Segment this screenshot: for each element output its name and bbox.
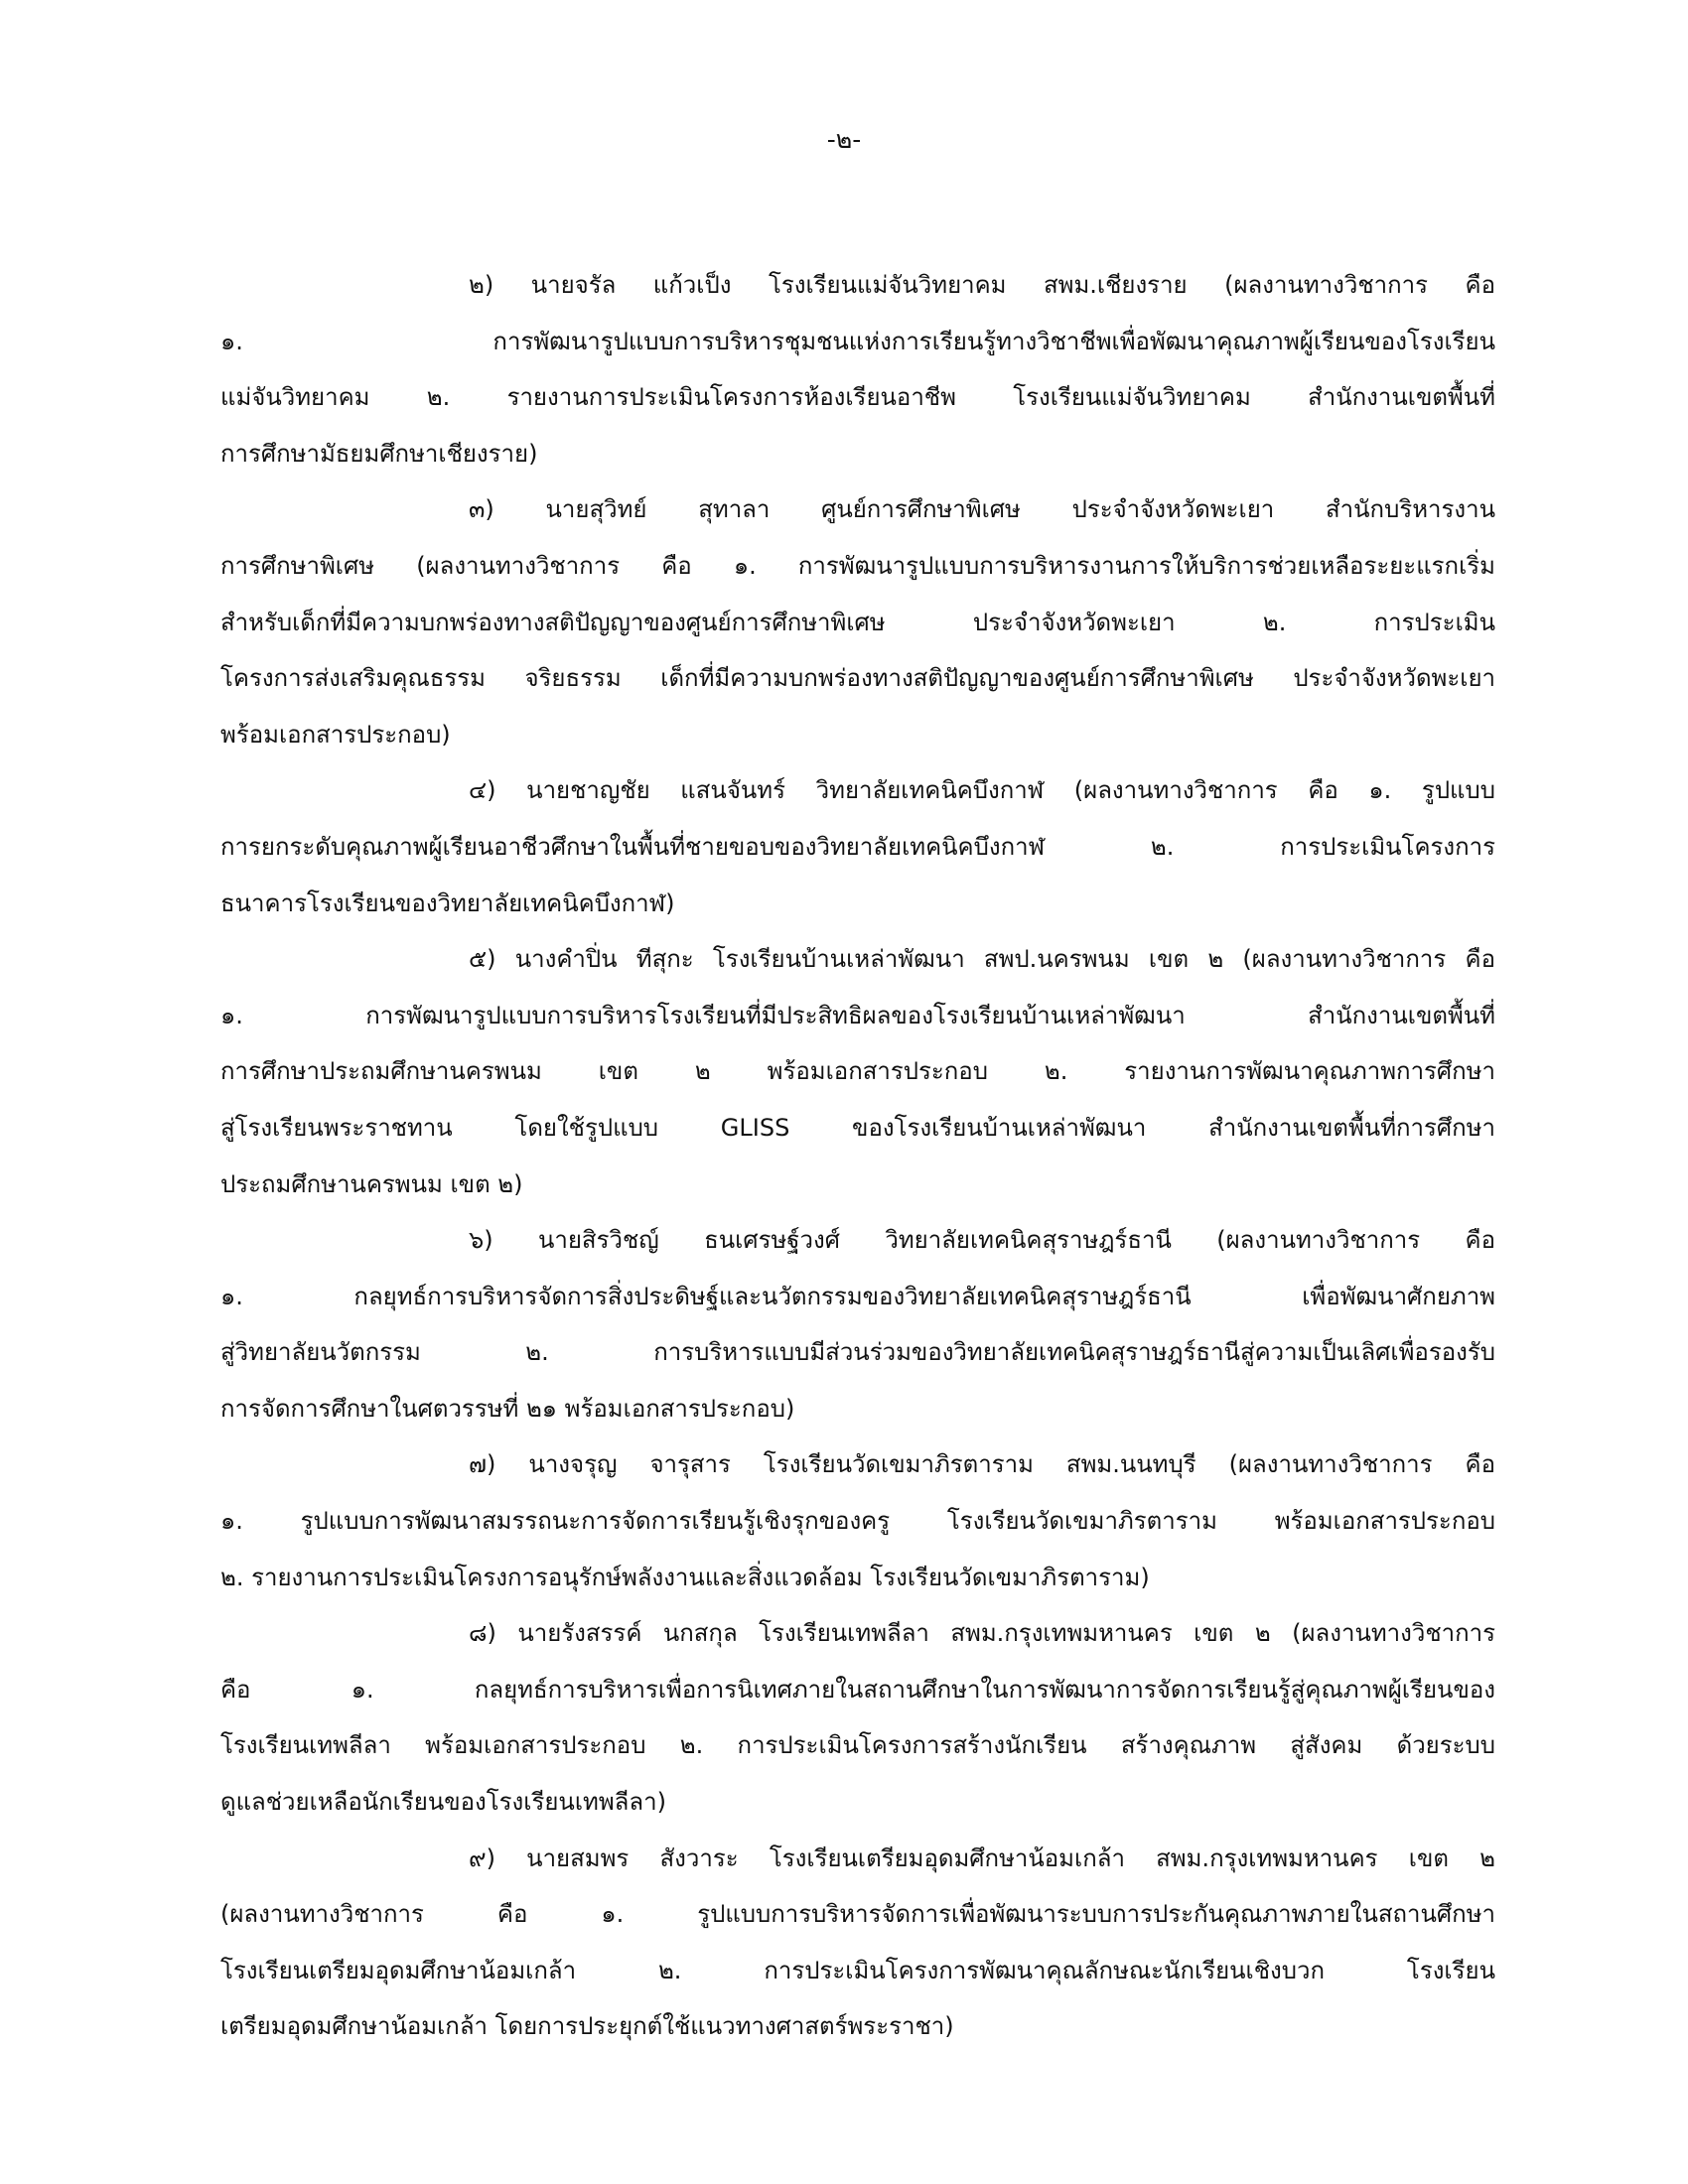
- entry-first-line: ๙) นายสมพร สังวาระ โรงเรียนเตรียมอุดมศึกษาน้อมเกล้า สพม.กรุงเทพมหานคร เขต ๒: [469, 1843, 1495, 1872]
- list-item: [220, 257, 1495, 481]
- entry-line: ๒. รายงานการประเมินโครงการอนุรักษ์พลังงานและสิ่งแวดล้อม โรงเรียนวัดเขมาภิรตาราม): [220, 1563, 1150, 1591]
- entry-first-line: ๔) นายชาญชัย แสนจันทร์ วิทยาลัยเทคนิคบึงกาฬ (ผลงานทางวิชาการ คือ ๑. รูปแบบ: [469, 776, 1495, 805]
- page-number: -๒-: [826, 125, 862, 154]
- list-item: [220, 931, 1495, 1212]
- entry-line: ประถมศึกษานครพนม เขต ๒): [220, 1169, 523, 1198]
- entry-first-line: ๒) นายจรัล แก้วเป็ง โรงเรียนแม่จันวิทยาคม สพม.เชียงราย (ผลงานทางวิชาการ คือ: [469, 271, 1495, 299]
- list-item: [220, 481, 1495, 762]
- entry-line: ๑. รูปแบบการพัฒนาสมรรถนะการจัดการเรียนรู้เชิงรุกของครู โรงเรียนวัดเขมาภิรตาราม พร้อมเอกสารประกอบ: [220, 1507, 1495, 1536]
- entry-first-line: ๓) นายสุวิทย์ สุทาลา ศูนย์การศึกษาพิเศษ ประจำจังหวัดพะเยา สำนักบริหารงาน: [469, 495, 1495, 524]
- entry-line: ดูแลช่วยเหลือนักเรียนของโรงเรียนเทพลีลา): [220, 1788, 666, 1817]
- entry-first-line: ๕) นางคำปิ่น ทีสุกะ โรงเรียนบ้านเหล่าพัฒนา สพป.นครพนม เขต ๒ (ผลงานทางวิชาการ คือ: [469, 945, 1495, 974]
- entry-first-line: ๗) นางจรุญ จารุสาร โรงเรียนวัดเขมาภิรตาราม สพม.นนทบุรี (ผลงานทางวิชาการ คือ: [469, 1450, 1495, 1479]
- entry-line: คือ ๑. กลยุทธ์การบริหารเพื่อการนิเทศภายในสถานศึกษาในการพัฒนาการจัดการเรียนรู้สู่คุณภาพผู้เรียนของ: [220, 1675, 1495, 1704]
- entry-line: ๑. การพัฒนารูปแบบการบริหารชุมชนแห่งการเรียนรู้ทางวิชาชีพเพื่อพัฒนาคุณภาพผู้เรียนของโรงเรียน: [220, 327, 1495, 355]
- entry-line: การศึกษาประถมศึกษานครพนม เขต ๒ พร้อมเอกสารประกอบ ๒. รายงานการพัฒนาคุณภาพการศึกษา: [220, 1057, 1495, 1086]
- entry-line: สำหรับเด็กที่มีความบกพร่องทางสติปัญญาของศูนย์การศึกษาพิเศษ ประจำจังหวัดพะเยา ๒. การประเมิน: [220, 608, 1495, 636]
- entry-line: การจัดการศึกษาในศตวรรษที่ ๒๑ พร้อมเอกสารประกอบ): [220, 1394, 795, 1423]
- entry-line: (ผลงานทางวิชาการ คือ ๑. รูปแบบการบริหารจัดการเพื่อพัฒนาระบบการประกันคุณภาพภายในสถานศึกษา: [220, 1900, 1495, 1929]
- entry-first-line: ๘) นายรังสรรค์ นกสกุล โรงเรียนเทพลีลา สพม.กรุงเทพมหานคร เขต ๒ (ผลงานทางวิชาการ: [469, 1619, 1495, 1648]
- list-item: [220, 1436, 1495, 1605]
- document-body: [220, 257, 1495, 2055]
- list-item: [220, 762, 1495, 931]
- entry-line: สู่โรงเรียนพระราชทาน โดยใช้รูปแบบ GLISS ของโรงเรียนบ้านเหล่าพัฒนา สำนักงานเขตพื้นที่การศึกษา: [220, 1113, 1495, 1142]
- entry-line: โรงเรียนเทพลีลา พร้อมเอกสารประกอบ ๒. การประเมินโครงการสร้างนักเรียน สร้างคุณภาพ สู่สังคม ด้วยระบบ: [220, 1731, 1495, 1760]
- entry-line: สู่วิทยาลัยนวัตกรรม ๒. การบริหารแบบมีส่วนร่วมของวิทยาลัยเทคนิคสุราษฎร์ธานีสู่ความเป็นเลิศเพื่อรองรับ: [220, 1338, 1495, 1367]
- list-item: [220, 1605, 1495, 1830]
- entry-line: แม่จันวิทยาคม ๒. รายงานการประเมินโครงการห้องเรียนอาชีพ โรงเรียนแม่จันวิทยาคม สำนักงานเขตพื้นที่: [220, 383, 1495, 412]
- entry-line: การศึกษาพิเศษ (ผลงานทางวิชาการ คือ ๑. การพัฒนารูปแบบการบริหารงานการให้บริการช่วยเหลือระยะแรกเริ่ม: [220, 551, 1495, 580]
- entry-line: ๑. การพัฒนารูปแบบการบริหารโรงเรียนที่มีประสิทธิผลของโรงเรียนบ้านเหล่าพัฒนา สำนักงานเขตพื้นที่: [220, 1001, 1495, 1029]
- entry-line: ธนาคารโรงเรียนของวิทยาลัยเทคนิคบึงกาฬ): [220, 888, 675, 917]
- entry-line: โครงการส่งเสริมคุณธรรม จริยธรรม เด็กที่มีความบกพร่องทางสติปัญญาของศูนย์การศึกษาพิเศษ ประจำจังหวัดพะเยา: [220, 664, 1495, 693]
- entry-first-line: ๖) นายสิรวิชญ์ ธนเศรษฐ์วงศ์ วิทยาลัยเทคนิคสุราษฎร์ธานี (ผลงานทางวิชาการ คือ: [469, 1226, 1495, 1255]
- entry-line: โรงเรียนเตรียมอุดมศึกษาน้อมเกล้า ๒. การประเมินโครงการพัฒนาคุณลักษณะนักเรียนเชิงบวก โรงเรียน: [220, 1956, 1495, 1984]
- entry-line: การศึกษามัธยมศึกษาเชียงราย): [220, 439, 538, 468]
- list-item: [220, 1831, 1495, 2055]
- list-item: [220, 1212, 1495, 1436]
- entry-line: ๑. กลยุทธ์การบริหารจัดการสิ่งประดิษฐ์และนวัตกรรมของวิทยาลัยเทคนิคสุราษฎร์ธานี เพื่อพัฒนาศักยภาพ: [220, 1282, 1495, 1310]
- entry-line: การยกระดับคุณภาพผู้เรียนอาชีวศึกษาในพื้นที่ชายขอบของวิทยาลัยเทคนิคบึงกาฬ ๒. การประเมินโครงการ: [220, 832, 1495, 861]
- entry-line: พร้อมเอกสารประกอบ): [220, 720, 451, 749]
- entry-line: เตรียมอุดมศึกษาน้อมเกล้า โดยการประยุกต์ใช้แนวทางศาสตร์พระราชา): [220, 2012, 954, 2041]
